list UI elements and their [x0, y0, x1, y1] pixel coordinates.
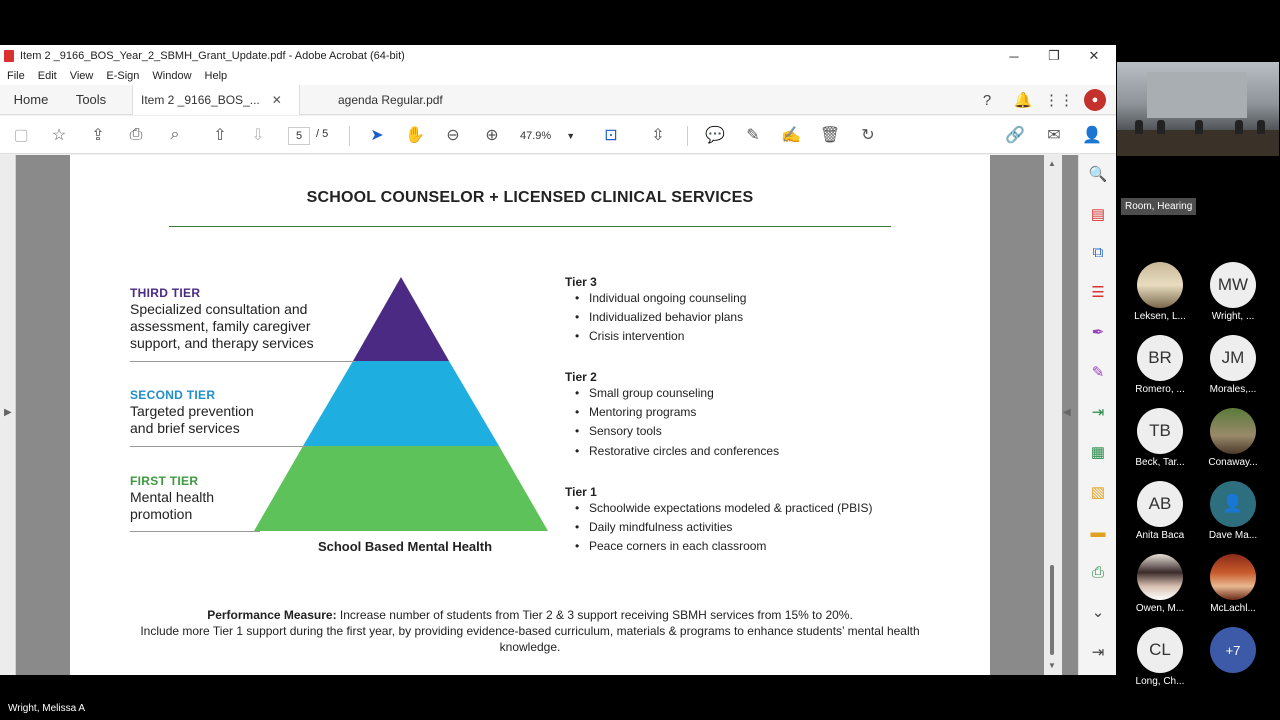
organize-pages-icon[interactable]: ☰ [1091, 284, 1105, 301]
avatar: MW [1210, 262, 1256, 308]
third-tier-line: assessment, family caregiver [130, 318, 311, 334]
tier1-list [575, 501, 872, 559]
participant-name: Wright, ... [1211, 311, 1255, 322]
list-item: • Mentoring programs [575, 405, 779, 424]
participant-tile[interactable] [1125, 335, 1195, 395]
participant-name: Dave Ma... [1208, 530, 1258, 541]
toolbar-divider [687, 126, 688, 146]
left-panel-toggle[interactable] [0, 155, 16, 675]
participant-name: Morales,... [1209, 384, 1257, 395]
list-item-text: Sensory tools [589, 424, 662, 439]
avatar: CL [1137, 627, 1183, 673]
more-participants-button[interactable] [1198, 627, 1268, 673]
participant-tile[interactable] [1125, 481, 1195, 541]
avatar [1137, 262, 1183, 308]
third-tier-line: support, and therapy services [130, 335, 314, 351]
tab-bar [0, 85, 1116, 115]
previous-page-icon[interactable]: ⇧ [213, 127, 227, 144]
active-speaker-name: Wright, Melissa A [8, 703, 86, 714]
participant-name: Owen, M... [1135, 603, 1185, 614]
user-share-icon[interactable]: 👤 [1082, 127, 1102, 144]
third-tier-divider [130, 361, 355, 362]
page-count: / 5 [316, 128, 329, 140]
apps-grid-icon[interactable]: ⋮⋮ [1044, 92, 1074, 109]
list-item: • Crisis intervention [575, 329, 746, 348]
avatar [1210, 408, 1256, 454]
room-wall [1147, 72, 1247, 118]
performance-text: Increase number of students from Tier 2 & 3 support receiving SBMH services from 15% to 20%. [339, 608, 853, 622]
highlight-pen-icon[interactable]: ✎ [746, 127, 760, 144]
participant-tile[interactable] [1198, 554, 1268, 614]
menu-edit[interactable]: Edit [37, 70, 57, 82]
menu-window[interactable]: Window [152, 70, 192, 82]
participant-tile[interactable] [1125, 408, 1195, 468]
tier3-list [575, 291, 746, 349]
third-tier-description [130, 301, 314, 352]
tier2-list [575, 386, 779, 463]
zoom-level-value: 47.9% [520, 130, 552, 142]
participant-name: McLachl... [1210, 603, 1256, 614]
scrollbar-thumb[interactable] [1050, 565, 1054, 655]
first-tier-heading: FIRST TIER [130, 474, 199, 488]
performance-line-3: knowledge. [499, 640, 561, 654]
participant-tile[interactable] [1125, 554, 1195, 614]
help-icon[interactable]: ? [982, 91, 992, 109]
list-item-text: Peace corners in each classroom [589, 539, 767, 554]
tab-home[interactable]: Home [13, 92, 49, 107]
close-window-button[interactable]: ✕ [1088, 48, 1100, 63]
list-item: • Daily mindfulness activities [575, 520, 872, 539]
tier2-label: Tier 2 [565, 370, 597, 384]
list-item-text: Crisis intervention [589, 329, 685, 344]
avatar [1137, 554, 1183, 600]
scan-ocr-icon[interactable]: ▦ [1090, 444, 1106, 461]
avatar: AB [1137, 481, 1183, 527]
room-person [1157, 120, 1165, 134]
list-item-text: Mentoring programs [589, 405, 697, 420]
tabbar-right-icons [976, 89, 1106, 111]
room-person [1195, 120, 1203, 134]
export-pdf-icon[interactable]: ⇥ [1091, 404, 1105, 421]
tab-active-document[interactable] [132, 85, 300, 115]
scroll-down-icon[interactable]: ▼ [1048, 661, 1056, 670]
zoom-in-icon[interactable]: ⊕ [485, 127, 499, 144]
search-icon[interactable]: ⌕ [170, 126, 180, 143]
user-icon: 👤 [1222, 494, 1244, 513]
pdf-page [70, 155, 990, 675]
list-item: • Individualized behavior plans [575, 310, 746, 329]
close-tab-icon[interactable]: ✕ [271, 92, 282, 107]
toolbar [0, 116, 1116, 154]
menu-file[interactable]: File [7, 70, 25, 82]
room-label: Room, Hearing [1121, 198, 1196, 215]
participant-name: Anita Baca [1135, 530, 1185, 541]
room-person [1235, 120, 1243, 134]
upload-icon[interactable]: ⇪ [91, 127, 105, 144]
toolbar-divider [349, 126, 350, 146]
second-tier-description [130, 403, 254, 437]
participant-name: Romero, ... [1135, 384, 1185, 395]
document-area [0, 155, 1078, 675]
tier1-label: Tier 1 [565, 485, 597, 499]
pyramid-caption: School Based Mental Health [317, 539, 493, 554]
performance-line-2: Include more Tier 1 support during the first year, by providing evidence-based curriculum, materials & programs to enhance students’ mental health [140, 624, 920, 638]
tab-active-document-label: Item 2 _9166_BOS_... [141, 92, 260, 107]
tab-agenda-document[interactable] [330, 85, 451, 115]
notifications-bell-icon[interactable]: 🔔 [1013, 92, 1033, 109]
participant-name: Conaway... [1208, 457, 1258, 468]
page-number-input[interactable]: 5 [288, 127, 310, 145]
list-item: • Small group counseling [575, 386, 779, 405]
list-item: • Schoolwide expectations modeled & practiced (PBIS) [575, 501, 872, 520]
performance-measure [90, 607, 970, 655]
chevron-left-icon[interactable]: ◀ [1063, 407, 1071, 418]
chevron-down-icon: ▼ [566, 131, 576, 141]
avatar: BR [1137, 335, 1183, 381]
scroll-up-icon[interactable]: ▲ [1048, 159, 1056, 168]
list-item-text: Small group counseling [589, 386, 714, 400]
comment-tool-icon[interactable]: ▬ [1090, 523, 1106, 541]
participant-name: Long, Ch... [1135, 676, 1185, 687]
comment-icon[interactable]: 💬 [705, 127, 725, 144]
share-link-icon[interactable]: 🔗 [1005, 127, 1025, 144]
second-tier-line: Targeted prevention [130, 403, 254, 419]
third-tier-heading: THIRD TIER [130, 286, 201, 300]
list-item-text: Restorative circles and conferences [589, 443, 780, 458]
next-page-icon[interactable]: ⇩ [251, 127, 265, 144]
tab-tools[interactable]: Tools [75, 92, 107, 107]
tools-rail [1078, 155, 1116, 675]
second-tier-divider [130, 446, 308, 447]
window-title: Item 2 _9166_BOS_Year_2_SBMH_Grant_Update.pdf - Adobe Acrobat (64-bit) [20, 50, 405, 62]
participant-name: Beck, Tar... [1135, 457, 1185, 468]
save-icon[interactable]: ▢ [13, 127, 29, 144]
room-person [1135, 120, 1143, 134]
more-tools-chevron-icon[interactable]: ⌄ [1091, 604, 1105, 621]
edit-pdf-icon[interactable]: ▧ [1090, 484, 1106, 501]
fit-page-icon[interactable]: ⊡ [604, 127, 618, 144]
first-tier-divider [130, 531, 260, 532]
menu-esign[interactable]: E-Sign [106, 70, 140, 82]
room-person [1257, 120, 1265, 134]
create-pdf-icon[interactable]: ▤ [1090, 206, 1106, 223]
select-cursor-icon[interactable]: ➤ [370, 127, 384, 144]
combine-files-icon[interactable]: ⧉ [1092, 243, 1104, 261]
more-participants-count: +7 [1210, 627, 1256, 673]
slide-title: SCHOOL COUNSELOR + LICENSED CLINICAL SERVICES [306, 189, 754, 206]
pyramid-third-tier [353, 277, 449, 361]
avatar: JM [1210, 335, 1256, 381]
list-item-text: Individualized behavior plans [589, 310, 744, 325]
magnify-icon[interactable]: 🔍 [1088, 166, 1108, 183]
video-gallery [1116, 45, 1280, 687]
list-item: • Individual ongoing counseling [575, 291, 746, 310]
minimize-button[interactable]: ─ [1009, 48, 1019, 64]
first-tier-line: Mental health [130, 489, 215, 505]
title-underline [169, 226, 891, 227]
delete-icon[interactable]: 🗑 [819, 127, 841, 144]
second-tier-heading: SECOND TIER [130, 388, 216, 402]
list-item: • Restorative circles and conferences [575, 444, 779, 463]
participant-tile[interactable] [1198, 335, 1268, 395]
sign-icon[interactable]: ✍ [781, 127, 801, 144]
participant-tile[interactable] [1198, 481, 1268, 541]
rotate-icon[interactable]: ↻ [861, 127, 875, 144]
avatar [1210, 554, 1256, 600]
performance-line-1 [90, 607, 970, 623]
room-video-feed [1117, 62, 1279, 156]
acrobat-window [0, 45, 1116, 675]
participant-tile[interactable] [1198, 262, 1268, 322]
first-tier-line: promotion [130, 506, 193, 522]
restore-button[interactable]: ❐ [1048, 48, 1060, 63]
participant-tile[interactable] [1125, 262, 1195, 322]
first-tier-description [130, 489, 214, 523]
participant-name: Leksen, L... [1134, 311, 1186, 322]
tab-agenda-document-label: agenda Regular.pdf [338, 92, 443, 107]
list-item: • Sensory tools [575, 424, 779, 443]
list-item-text: Schoolwide expectations modeled & practiced (PBIS) [589, 501, 873, 515]
participant-tile[interactable] [1198, 408, 1268, 468]
hand-tool-icon[interactable]: ✋ [405, 127, 425, 144]
tier3-label: Tier 3 [565, 275, 597, 289]
list-item-text: Daily mindfulness activities [589, 520, 733, 535]
chevron-right-icon: ▶ [4, 407, 12, 418]
email-icon[interactable]: ✉ [1047, 127, 1061, 144]
zoom-out-icon[interactable]: ⊖ [446, 127, 460, 144]
pdf-app-icon [4, 50, 14, 62]
menu-bar [0, 67, 1116, 85]
print-icon[interactable]: ⎙ [129, 126, 143, 143]
zoom-level-dropdown[interactable] [520, 127, 578, 145]
third-tier-line: Specialized consultation and [130, 301, 308, 317]
pyramid-first-tier [254, 446, 548, 531]
list-item: • Peace corners in each classroom [575, 539, 872, 558]
pyramid-second-tier [303, 361, 499, 446]
print-production-icon[interactable]: ⎙ [1091, 563, 1104, 581]
performance-label: Performance Measure: [207, 608, 337, 622]
menu-view[interactable]: View [69, 70, 94, 82]
menu-help[interactable]: Help [204, 70, 228, 82]
list-item-text: Individual ongoing counseling [589, 291, 747, 305]
avatar: TB [1137, 408, 1183, 454]
title-bar [0, 45, 1116, 67]
scroll-mode-icon[interactable]: ⇳ [651, 127, 665, 144]
vertical-scrollbar[interactable] [1044, 155, 1062, 675]
avatar [1210, 481, 1256, 527]
participant-tile[interactable] [1125, 627, 1195, 687]
request-signature-icon[interactable]: ✒ [1091, 324, 1105, 341]
fill-sign-icon[interactable]: ✎ [1091, 364, 1105, 381]
account-avatar-icon[interactable]: ● [1084, 89, 1106, 111]
bookmark-star-icon[interactable]: ☆ [51, 127, 67, 144]
second-tier-line: and brief services [130, 420, 240, 436]
collapse-rail-icon[interactable]: ⇥ [1091, 644, 1105, 661]
